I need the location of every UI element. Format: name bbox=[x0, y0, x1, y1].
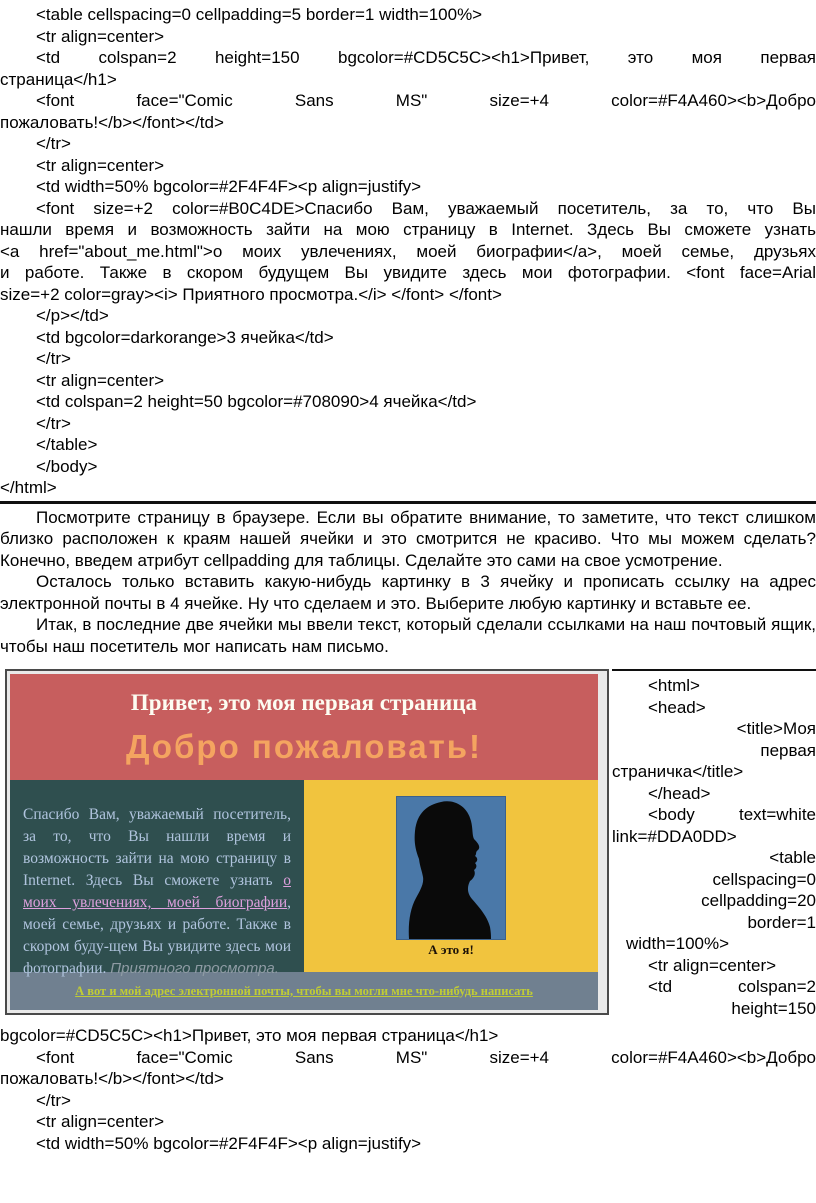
code-line: <body text=white bbox=[648, 805, 816, 824]
code-line: </tr> bbox=[36, 134, 71, 153]
code-line: <td width=50% bgcolor=#2F4F4F><p align=justify> bbox=[36, 177, 422, 196]
code-line: <tr align=center> bbox=[648, 955, 777, 975]
screenshot-title: Привет, это моя первая страница bbox=[130, 690, 478, 715]
browser-screenshot bbox=[5, 669, 609, 1015]
code-line: пожаловать!</b></font></td> bbox=[0, 1069, 224, 1088]
code-line: <font size=+2 color=#B0C4DE>Спасибо Вам, уважаемый посетитель, за то, что Вы bbox=[36, 198, 816, 218]
code-line: и работе. Также в скором будущем Вы увидите здесь мои фотографии. <font face=Arial bbox=[0, 263, 816, 282]
code-line: <td colspan=2 height=50 bgcolor=#708090>4 ячейка</td> bbox=[36, 392, 477, 411]
code-line: <td colspan=2 bbox=[648, 977, 816, 996]
screenshot-header-cell bbox=[10, 674, 598, 780]
code-line: </p></td> bbox=[36, 306, 109, 325]
code-line: border=1 bbox=[747, 912, 816, 932]
code-line: cellpadding=20 bbox=[701, 891, 816, 910]
paragraph: Осталось только вставить какую-нибудь картинку в 3 ячейку и прописать ссылку на адрес электронной почты в 4 ячейке. Ну что сделаем и это. Выберите любую картинку и вставьте ее. bbox=[0, 572, 816, 613]
code-line: <tr align=center> bbox=[36, 155, 165, 175]
screenshot-greeting-cell bbox=[10, 780, 304, 977]
screenshot-welcome-text: Добро пожаловать! bbox=[125, 728, 483, 765]
paragraph: Итак, в последние две ячейки мы ввели текст, который сделали ссылками на наш почтовый ящик, чтобы наш посетитель мог написать нам письмо. bbox=[0, 615, 816, 656]
code-line: </tr> bbox=[36, 349, 71, 368]
code-line: cellspacing=0 bbox=[712, 869, 816, 889]
code-line: <a href="about_me.html">о моих увлечениях, моей биографии</a>, моей семье, друзьях bbox=[0, 241, 816, 261]
photo-frame bbox=[396, 796, 506, 940]
code-line: </tr> bbox=[36, 1090, 71, 1110]
code-line: <tr align=center> bbox=[36, 26, 165, 46]
code-line: первая bbox=[760, 740, 816, 760]
figure-section bbox=[0, 669, 816, 1019]
code-line: <table cellspacing=0 cellpadding=5 border=1 width=100%> bbox=[36, 5, 483, 24]
code-line: bgcolor=#CD5C5C><h1>Привет, это моя первая страница</h1> bbox=[0, 1026, 499, 1045]
code-line: <font face="Comic Sans MS" size=+4 color=#F4A460><b>Добро bbox=[36, 91, 816, 110]
code-block-top bbox=[0, 0, 816, 499]
code-line: </tr> bbox=[36, 413, 71, 433]
greeting-before: Спасибо Вам, уважаемый посетитель, за то, что Вы нашли время и возможность зайти на мою страницу в Internet. Здесь Вы сможете узнать bbox=[23, 806, 291, 889]
code-line: <td width=50% bgcolor=#2F4F4F><p align=justify> bbox=[36, 1133, 422, 1153]
photo-caption: А это я! bbox=[428, 942, 474, 957]
code-line: <head> bbox=[648, 697, 706, 717]
profile-silhouette-image bbox=[397, 797, 505, 939]
code-line: <td colspan=2 height=150 bgcolor=#CD5C5C><h1>Привет, это моя первая bbox=[36, 48, 816, 67]
about-me-link: о моих увлечениях, моей биографии bbox=[23, 872, 291, 911]
screenshot-photo-cell bbox=[304, 780, 598, 972]
code-line: <table bbox=[769, 848, 816, 867]
screenshot-page bbox=[10, 674, 598, 1010]
code-line: size=+2 color=gray><i> Приятного просмотра.</i> </font> </font> bbox=[0, 284, 502, 304]
tagline-text: Приятного просмотра. bbox=[110, 960, 279, 977]
code-line: пожаловать!</b></font></td> bbox=[0, 112, 224, 132]
code-line: нашли время и возможность зайти на мою страницу в Internet. Здесь Вы сможете узнать bbox=[0, 220, 816, 239]
code-line: <title>Моя bbox=[736, 719, 816, 738]
screenshot-middle-row bbox=[10, 780, 598, 977]
code-line: width=100%> bbox=[626, 934, 730, 953]
code-line: height=150 bbox=[731, 998, 816, 1018]
code-line: </table> bbox=[36, 435, 98, 454]
code-line: <tr align=center> bbox=[36, 1112, 165, 1131]
paragraph: Посмотрите страницу в браузере. Если вы обратите внимание, то заметите, что текст слишком близко расположен к краям нашей ячейки и это смотрится не красиво. Что мы можем сделать? Конечно, введем атрибут cellpadding для таблицы. Сделайте это сами на свое усмотрение. bbox=[0, 507, 816, 570]
greeting-text bbox=[23, 804, 291, 980]
section-divider bbox=[0, 501, 816, 504]
code-line: <td bgcolor=darkorange>3 ячейка</td> bbox=[36, 327, 334, 347]
code-block-bottom bbox=[0, 1025, 816, 1154]
code-line: страничка</title> bbox=[612, 762, 744, 781]
email-link: А вот и мой адрес электронной почты, чтобы вы могли мне что-нибудь написать bbox=[75, 983, 533, 998]
body-text bbox=[0, 507, 816, 658]
code-block-right bbox=[612, 669, 816, 1019]
code-line: </html> bbox=[0, 478, 57, 497]
code-line: страница</h1> bbox=[0, 69, 117, 89]
code-line: <font face="Comic Sans MS" size=+4 color=#F4A460><b>Добро bbox=[36, 1047, 816, 1067]
code-line: link=#DDA0DD> bbox=[612, 826, 737, 846]
greeting-after: , моей семье, друзьях и работе. Также в скором буду-щем Вы увидите здесь мои фотографии. bbox=[23, 894, 291, 977]
code-line: </head> bbox=[648, 783, 711, 803]
code-line: <html> bbox=[648, 676, 700, 695]
code-line: </body> bbox=[36, 456, 98, 476]
code-line: <tr align=center> bbox=[36, 370, 165, 390]
